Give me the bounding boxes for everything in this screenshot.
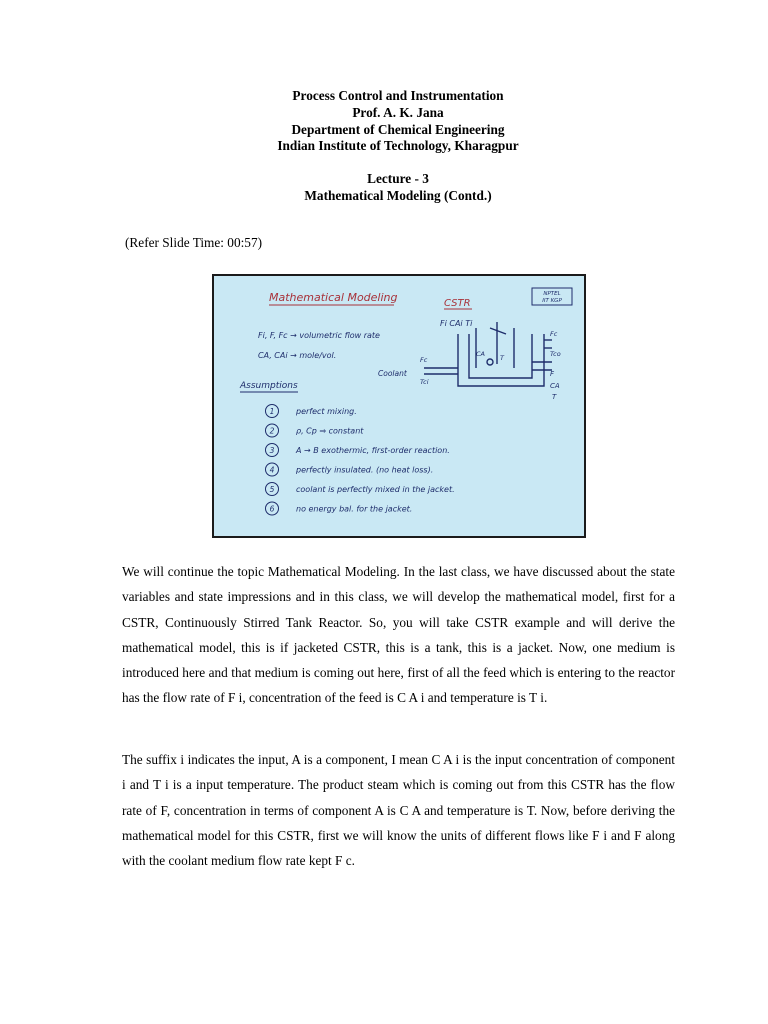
coolant-fc-label: Fc bbox=[420, 356, 428, 364]
slide-drawing bbox=[214, 276, 584, 536]
assumption-number: 4 bbox=[269, 465, 275, 475]
paragraph-2: The suffix i indicates the input, A is a component, I mean C A i is the input concentration of component i and T i is a input temperature. The product steam which is coming out from this CSTR has the flow rate of F, concentration in terms of component A is C A and temperature is T. Now, before deriving the mathematical model for this CSTR, first we will know the units of different flows like F i and F along with the coolant medium flow rate kept F c. bbox=[122, 752, 675, 869]
assumption-text: perfect mixing. bbox=[296, 407, 357, 416]
paragraph-1: We will continue the topic Mathematical Modeling. In the last class, we have discussed about the state variables and state impressions and in this class, we will develop the mathematical model, first for a CSTR, Continuously Stirred Tank Reactor. So, you will take CSTR example and will derive the mathematical model, this is if jacketed CSTR, this is a tank, this is a jacket. Now, one medium is introduced here and that medium is coming out here, first of all the feed which is entering to the reactor has the flow rate of F i, concentration of the feed is C A i and temperature is T i. bbox=[122, 564, 675, 706]
logo-line-1: NPTEL bbox=[543, 291, 561, 297]
department-name: Department of Chemical Engineering bbox=[291, 121, 505, 137]
assumption-text: no energy bal. for the jacket. bbox=[296, 504, 413, 514]
assumption-number: 3 bbox=[269, 446, 275, 455]
tank-t-label: T bbox=[500, 354, 504, 362]
cstr-label: CSTR bbox=[444, 298, 471, 309]
jacket-outlet-tco: Tco bbox=[550, 350, 561, 358]
assumption-text: perfectly insulated. (no heat loss). bbox=[296, 465, 434, 475]
assumption-text: coolant is perfectly mixed in the jacket. bbox=[296, 485, 455, 494]
assumption-text: ρ, Cp ⇒ constant bbox=[296, 426, 364, 436]
assumption-text: A → B exothermic, first-order reaction. bbox=[296, 446, 450, 455]
institute-name: Indian Institute of Technology, Kharagpur bbox=[277, 138, 519, 154]
tank-ca-label: CA bbox=[476, 350, 485, 358]
lecture-header bbox=[0, 88, 768, 205]
cstr-diagram bbox=[424, 322, 552, 386]
lecture-title: Mathematical Modeling (Contd.) bbox=[304, 187, 492, 203]
coolant-tci-label: Tci bbox=[420, 378, 429, 386]
definition-line-1: Fi, F, Fc → volumetric flow rate bbox=[258, 331, 380, 340]
assumption-number: 2 bbox=[269, 426, 275, 436]
outlet-t-label: T bbox=[552, 393, 557, 401]
jacket-outlet-fc: Fc bbox=[550, 330, 558, 338]
course-title: Process Control and Instrumentation bbox=[292, 88, 504, 103]
assumption-number: 1 bbox=[269, 407, 275, 416]
slide-title: Mathematical Modeling bbox=[269, 291, 398, 304]
coolant-label: Coolant bbox=[378, 369, 407, 378]
lecture-number: Lecture - 3 bbox=[367, 171, 429, 187]
professor-name: Prof. A. K. Jana bbox=[352, 104, 444, 120]
assumption-list bbox=[266, 405, 455, 516]
assumption-number: 5 bbox=[269, 485, 275, 494]
outlet-f-label: F bbox=[550, 370, 555, 378]
logo-line-2: IIT KGP bbox=[542, 298, 562, 304]
lecture-slide-image bbox=[212, 274, 586, 538]
refer-slide-time: (Refer Slide Time: 00:57) bbox=[125, 235, 263, 250]
outlet-ca-label: CA bbox=[550, 382, 560, 390]
definition-line-2: CA, CAi → mole/vol. bbox=[258, 351, 337, 360]
assumption-number: 6 bbox=[269, 504, 275, 514]
assumptions-heading: Assumptions bbox=[240, 381, 298, 391]
inlet-label: Fi CAi Ti bbox=[440, 319, 473, 328]
